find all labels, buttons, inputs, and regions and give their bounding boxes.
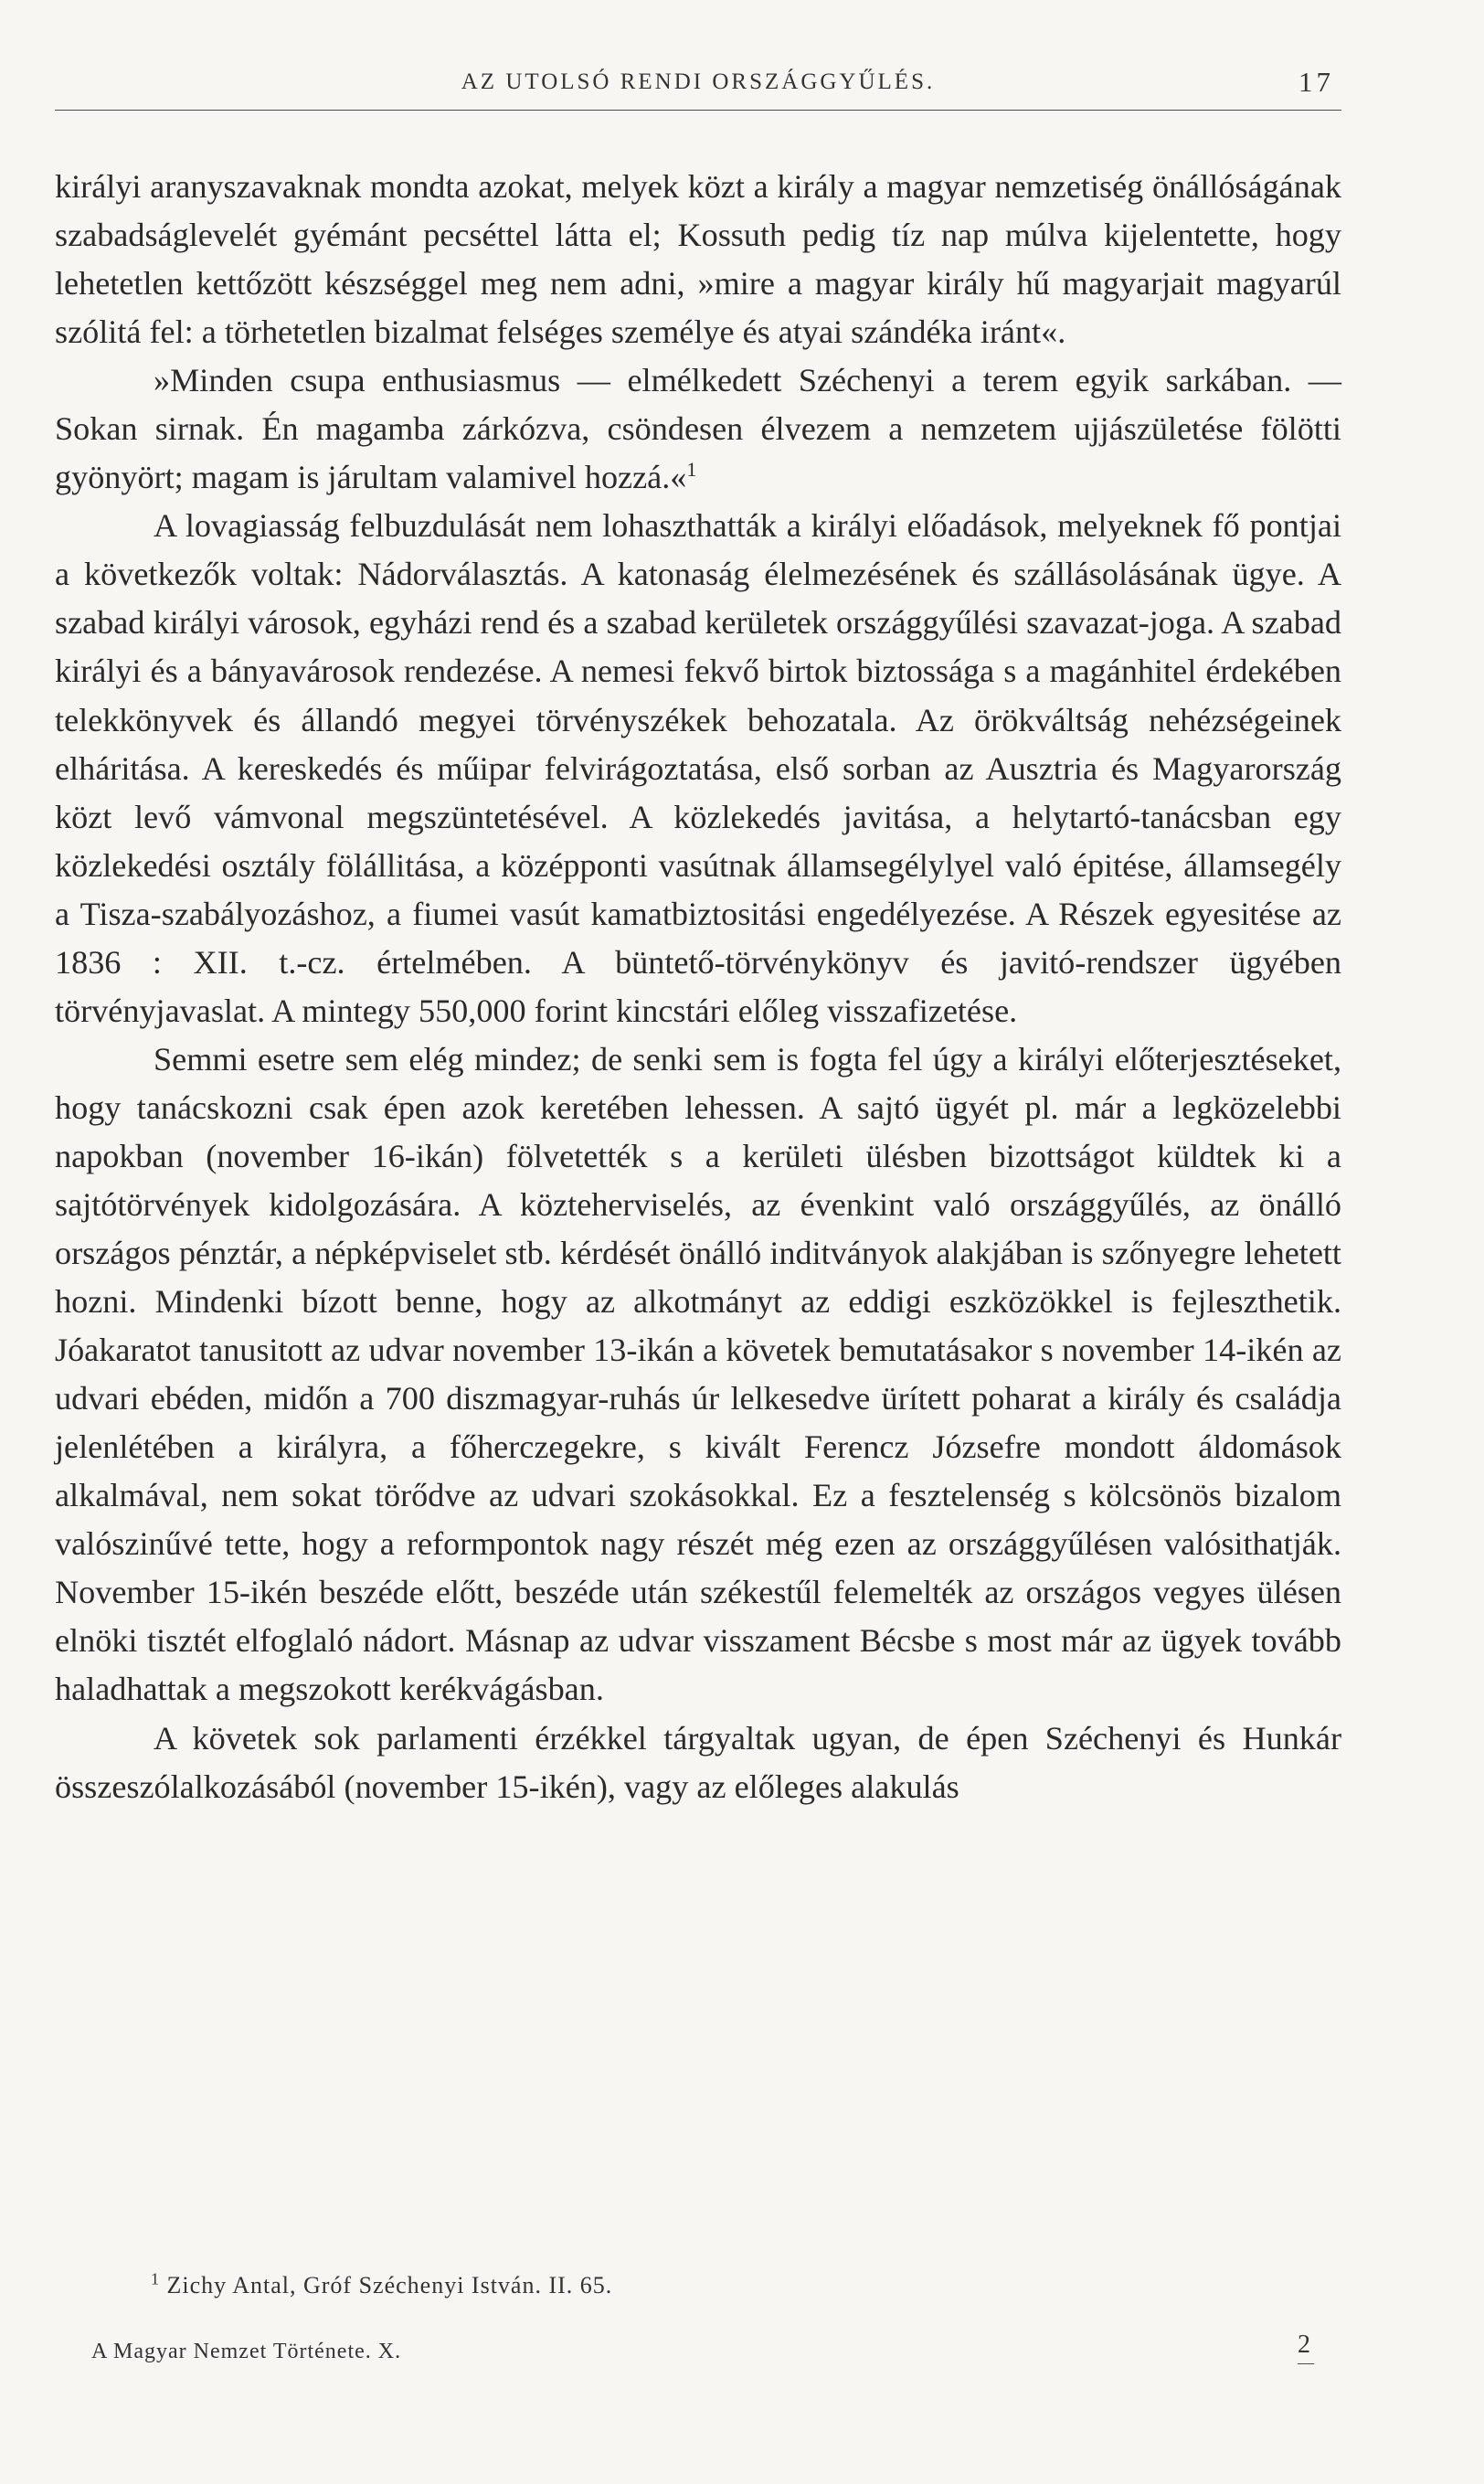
paragraph-4: Semmi esetre sem elég mindez; de senki sem is fogta fel úgy a királyi előterjesztéseket, hogy tanácskozni csak épen azok keretében lehessen. A sajtó ügyét pl. már a legközelebbi napokban (november 16-ikán) fölvetették s a kerületi ülésben bizottságot küldtek ki a sajtótörvények kidolgozására. A közteherviselés, az évenkint való országgyűlés, az önálló országos pénztár, a népképviselet stb. kérdését önálló inditványok alakjában is szőnyegre lehetett hozni. Mindenki bízott benne, hogy az alkotmányt az eddigi eszközökkel is fejleszthetik. Jóakaratot tanusitott az udvar november 13-ikán a követek bemutatásakor s november 14-ikén az udvari ebéden, midőn a 700 diszmagyar-ruhás úr lelkesedve ürített poharat a király és családja jelenlétében a királyra, a főherczegekre, s kivált Ferencz Józsefre mondott áldomások alkalmával, nem sokat törődve az udvari szokásokkal. Ez a fesztelenség s kölcsönös bizalom valószinűvé tette, hogy a reformpontok nagy részét még ezen az országgyűlésen valósithatják. November 15-ikén beszéde előtt, beszéde után székestűl felemelték az országos vegyes ülésen elnöki tisztét elfoglaló nádort. Másnap az udvar visszament Bécsbe s most már az ügyek tovább haladhattak a megszokott kerékvágásban. [55, 1040, 1341, 1708]
footnote-text: Zichy Antal, Gróf Széchenyi István. II. 65. [166, 2272, 613, 2298]
paragraph-3: A lovagiasság felbuzdulását nem lohaszthatták a királyi előadások, melyeknek fő pontjai a következők voltak: Nádorválasztás. A katonaság élelmezésének és szállásolásának ügye. A szabad királyi városok, egyházi rend és a szabad kerületek országgyűlési szavazat-joga. A szabad királyi és a bányavárosok rendezése. A nemesi fekvő birtok biztossága s a magánhitel érdekében telekkönyvek és állandó megyei törvényszékek behozatala. Az örökváltság nehézségeinek elháritása. A kereskedés és műipar felvirágoztatása, első sorban az Ausztria és Magyarország közt levő vámvonal megszüntetésével. A közlekedés javitása, a helytartó-tanácsban egy közlekedési osztály fölállitása, a középponti vasútnak államsegélylyel való épitése, államsegély a Tisza-szabályozáshoz, a fiumei vasút kamatbiztositási engedélyezése. A Részek egyesitése az 1836 : XII. t.-cz. értelmében. A büntető-törvénykönyv és javitó-rendszer ügyében törvényjavaslat. A mintegy 550,000 forint kincstári előleg visszafizetése. [55, 507, 1341, 1029]
paragraph-1: királyi aranyszavaknak mondta azokat, melyek közt a király a magyar nemzetiség önállóságának szabadságlevelét gyémánt pecséttel látta el; Kossuth pedig tíz nap múlva kijelentette, hogy lehetetlen kettőzött készséggel meg nem adni, »mire a magyar király hű magyarjait magyarúl szólitá fel: a törhetetlen bizalmat felséges személye és atyai szándéka iránt«. [55, 168, 1341, 351]
footer-book-title: A Magyar Nemzet Története. X. [91, 2340, 402, 2363]
paragraph-5: A követek sok parlamenti érzékkel tárgyaltak ugyan, de épen Széchenyi és Hunkár összeszólalkozásából (november 15-ikén), vagy az előleges alakulás [55, 1719, 1341, 1805]
body-text [55, 163, 1341, 1811]
footnote-reference: 1 [686, 458, 697, 482]
signature-dash: — [1298, 2353, 1314, 2372]
signature-mark [1298, 2330, 1314, 2372]
running-title: AZ UTOLSÓ RENDI ORSZÁGGYŰLÉS. [461, 69, 936, 94]
footnote-mark: 1 [151, 2269, 160, 2288]
paragraph-2 [55, 356, 1341, 502]
page-header [55, 64, 1341, 111]
signature-number: 2 [1298, 2330, 1310, 2359]
footnote [151, 2269, 613, 2299]
page-number: 17 [1298, 66, 1334, 98]
paragraph-2-text: »Minden csupa enthusiasmus — elmélkedett Széchenyi a terem egyik sarkában. — Sokan sirnak. Én magamba zárkózva, csöndesen élvezem a nemzetem ujjászületése fölötti gyönyört; magam is járultam valamivel hozzá.« [55, 362, 1341, 496]
